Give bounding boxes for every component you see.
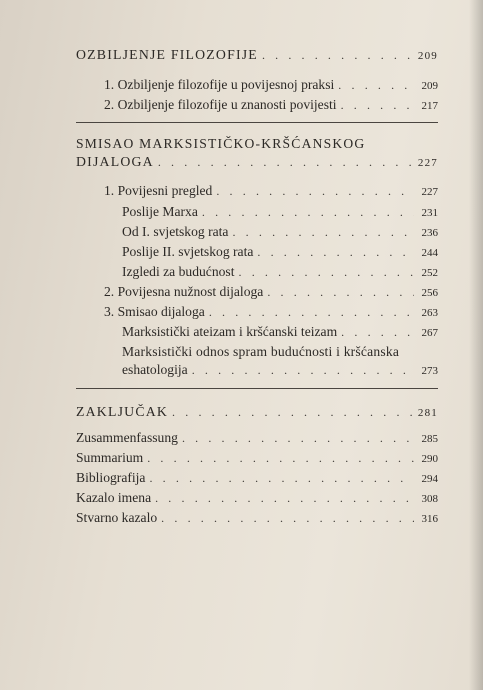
toc-page-number: 290 xyxy=(421,453,438,465)
dot-leader xyxy=(341,97,414,113)
toc-entry xyxy=(76,510,438,527)
toc-entry-title: Poslije Marxa xyxy=(122,204,198,219)
toc-entry xyxy=(104,304,438,321)
toc-page-number: 209 xyxy=(417,50,438,62)
dot-leader xyxy=(239,264,415,280)
dot-leader xyxy=(202,204,414,220)
toc-entry xyxy=(104,77,438,94)
toc-page-number: 209 xyxy=(421,80,438,92)
toc-entry-title: eshatologija xyxy=(122,362,188,377)
dot-leader xyxy=(161,510,414,526)
toc-entry xyxy=(122,264,438,281)
dot-leader xyxy=(341,324,414,340)
toc-page-number: 236 xyxy=(421,227,438,239)
dot-leader xyxy=(216,183,414,199)
toc-page-number: 294 xyxy=(421,473,438,485)
toc-entry xyxy=(122,324,438,341)
toc-entry-title: 1. Povijesni pregled xyxy=(104,183,213,198)
dot-leader xyxy=(338,77,414,93)
toc-entry-title: Kazalo imena xyxy=(76,490,152,505)
toc-page-number: 231 xyxy=(421,207,438,219)
toc-entry-title: Izgledi za budućnost xyxy=(122,264,235,279)
toc-entry-title: Bibliografija xyxy=(76,470,146,485)
section-divider xyxy=(76,388,438,389)
toc-entry xyxy=(76,154,438,171)
toc-page-number: 281 xyxy=(417,407,438,419)
toc-entry xyxy=(76,47,438,64)
toc-entry xyxy=(104,97,438,114)
toc-entry xyxy=(104,183,438,200)
toc-entry-title: SMISAO MARKSISTIČKO-KRŠĆANSKOG xyxy=(76,136,366,151)
toc-entry-title: Marksistički odnos spram budućnosti i kršćanska xyxy=(122,344,400,359)
toc-entry-title: ZAKLJUČAK xyxy=(76,404,169,419)
toc-entry xyxy=(76,430,438,447)
toc-page-number: 244 xyxy=(421,247,438,259)
toc-entry-title: OZBILJENJE FILOZOFIJE xyxy=(76,47,258,62)
dot-leader xyxy=(262,47,414,63)
toc-page-number: 267 xyxy=(421,327,438,339)
toc-entry-title: 2. Povijesna nužnost dijaloga xyxy=(104,284,264,299)
toc-entry xyxy=(122,204,438,221)
dot-leader xyxy=(155,490,414,506)
toc-entry-title: Marksistički ateizam i kršćanski teizam xyxy=(122,324,338,339)
toc-entry xyxy=(76,470,438,487)
toc-page-number: 217 xyxy=(421,100,438,112)
toc-page-number: 285 xyxy=(421,433,438,445)
toc-page-number: 308 xyxy=(421,493,438,505)
dot-leader xyxy=(147,450,414,466)
toc-entry-title: Stvarno kazalo xyxy=(76,510,158,525)
dot-leader xyxy=(172,404,414,420)
toc-page-number: 263 xyxy=(421,307,438,319)
toc-page-number: 273 xyxy=(421,365,438,377)
toc-entry-title: DIJALOGA xyxy=(76,154,154,169)
toc-page-number: 316 xyxy=(421,513,438,525)
toc-entry-title: 2. Ozbiljenje filozofije u znanosti povijesti xyxy=(104,97,337,112)
dot-leader xyxy=(267,284,414,300)
dot-leader xyxy=(192,362,414,378)
toc-entry xyxy=(76,490,438,507)
toc-page-number: 256 xyxy=(421,287,438,299)
toc-entry xyxy=(104,284,438,301)
toc-entry xyxy=(76,450,438,467)
dot-leader xyxy=(158,154,414,170)
section-divider xyxy=(76,122,438,123)
toc-entry-title: Od I. svjetskog rata xyxy=(122,224,229,239)
toc-page-number: 252 xyxy=(421,267,438,279)
toc-entry xyxy=(122,362,438,379)
dot-leader xyxy=(257,244,414,260)
toc-page-number: 227 xyxy=(417,157,438,169)
dot-leader xyxy=(182,430,414,446)
toc-entry-title: Zusammenfassung xyxy=(76,430,178,445)
toc-entry xyxy=(122,224,438,241)
toc-entry-title: 1. Ozbiljenje filozofije u povijesnoj praksi xyxy=(104,77,335,92)
dot-leader xyxy=(232,224,414,240)
toc-entry xyxy=(76,404,438,421)
dot-leader xyxy=(209,304,414,320)
dot-leader xyxy=(149,470,414,486)
toc-page-number: 227 xyxy=(421,186,438,198)
toc-entry-title: 3. Smisao dijaloga xyxy=(104,304,205,319)
toc-entry-title: Summarium xyxy=(76,450,144,465)
toc-entry-title: Poslije II. svjetskog rata xyxy=(122,244,254,259)
toc-entry xyxy=(122,244,438,261)
